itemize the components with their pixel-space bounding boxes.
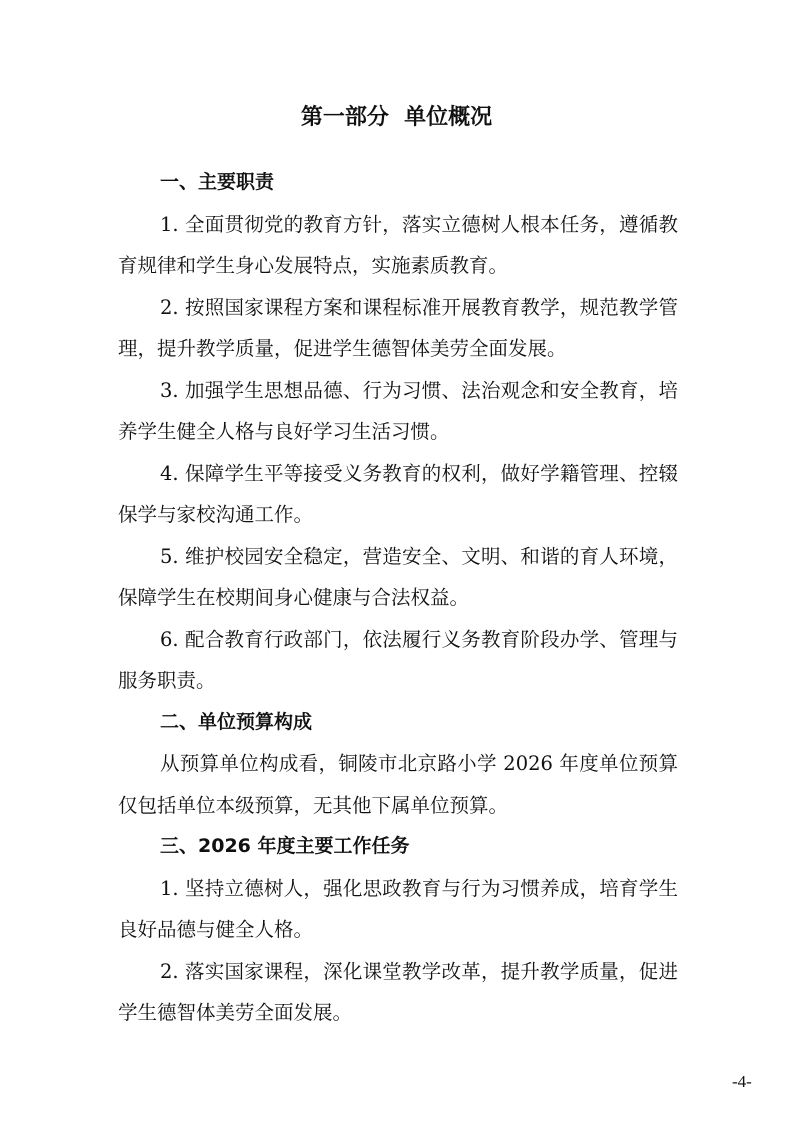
duty-paragraph-2: 2. 按照国家课程方案和课程标准开展教育教学，规范教学管理，提升教学质量，促进学生德智体美劳全面发展。: [118, 295, 678, 360]
section-heading-main-duties: 一、主要职责: [160, 171, 275, 193]
task-paragraph-1: 1. 坚持立德树人，强化思政教育与行为习惯养成，培育学生良好品德与健全人格。: [118, 876, 678, 941]
budget-composition-paragraph: 从预算单位构成看，铜陵市北京路小学 2026 年度单位预算仅包括单位本级预算，无其他下属单位预算。: [118, 752, 678, 817]
document-body: [118, 162, 678, 1034]
duty-paragraph-1: 1. 全面贯彻党的教育方针，落实立德树人根本任务，遵循教育规律和学生身心发展特点，实施素质教育。: [118, 212, 678, 277]
task-paragraph-2: 2. 落实国家课程，深化课堂教学改革，提升教学质量，促进学生德智体美劳全面发展。: [118, 959, 678, 1024]
duty-paragraph-5: 5. 维护校园安全稳定，营造安全、文明、和谐的育人环境，保障学生在校期间身心健康与合法权益。: [118, 544, 678, 609]
page-title: 第一部分 单位概况: [300, 105, 493, 130]
duty-paragraph-6: 6. 配合教育行政部门，依法履行义务教育阶段办学、管理与服务职责。: [118, 627, 678, 692]
duty-paragraph-4: 4. 保障学生平等接受义务教育的权利，做好学籍管理、控辍保学与家校沟通工作。: [118, 461, 678, 526]
duty-paragraph-3: 3. 加强学生思想品德、行为习惯、法治观念和安全教育，培养学生健全人格与良好学习生活习惯。: [118, 378, 678, 443]
section-heading-work-tasks: 三、2026 年度主要工作任务: [160, 835, 410, 857]
page-number: -4-: [732, 1072, 752, 1091]
section-heading-budget-composition: 二、单位预算构成: [160, 710, 313, 733]
